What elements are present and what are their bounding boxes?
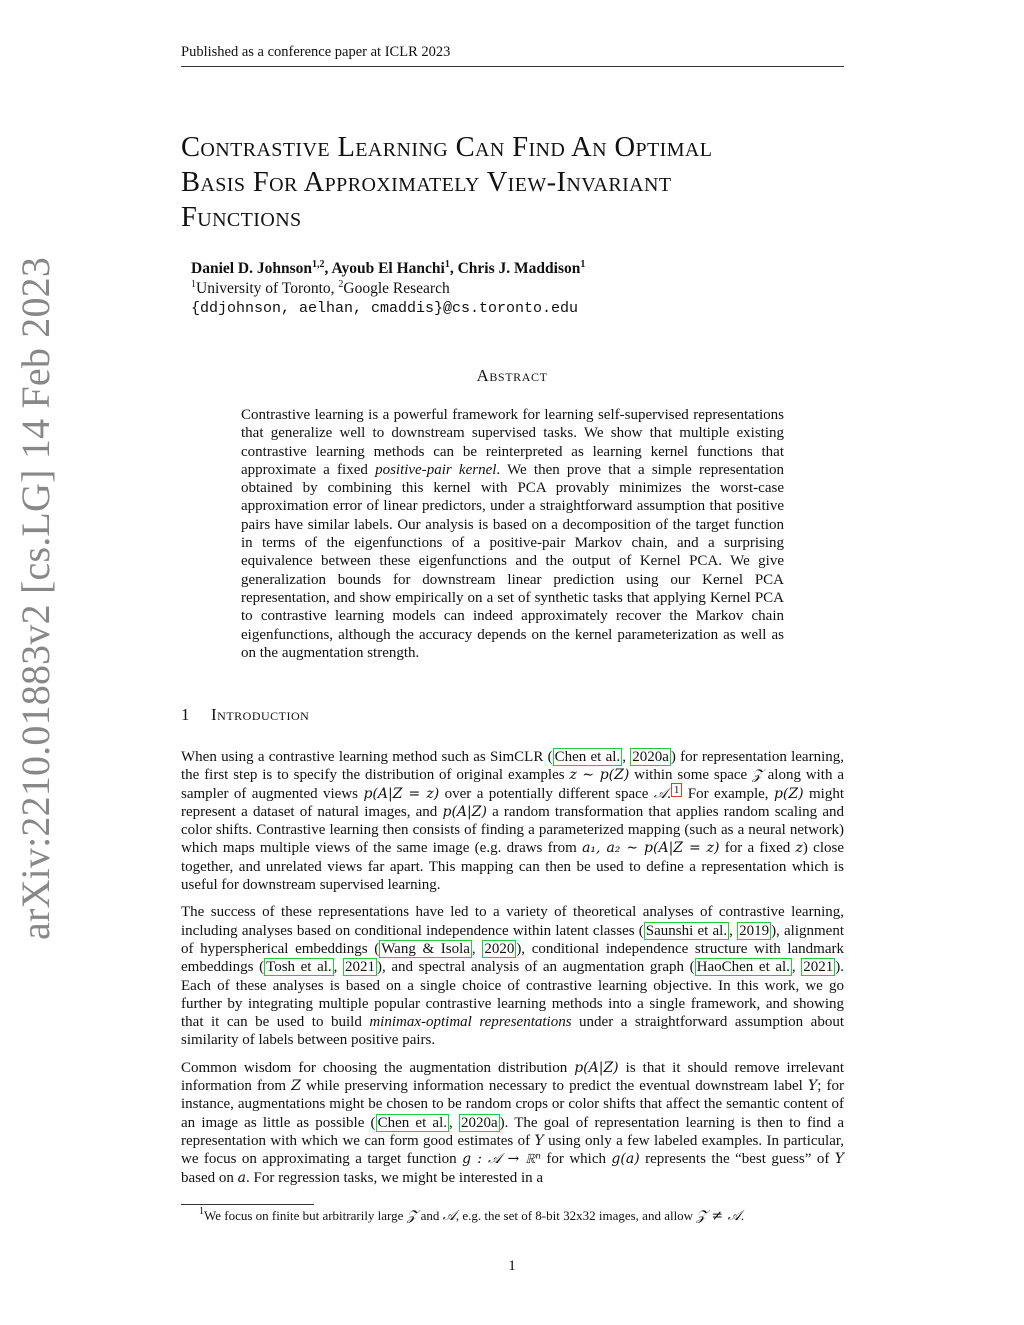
affiliations: $^1$University of Toronto, $^2$Google Research xyxy=(191,279,450,297)
paper-title xyxy=(181,130,844,235)
citation-link[interactable]: 2020 xyxy=(484,940,515,957)
author-names: Daniel D. Johnson$^{1,2}$, Ayoub El Hanchi$^1$, Chris J. Maddison$^1$ xyxy=(191,259,586,277)
citation-link[interactable]: Saunshi et al. xyxy=(645,922,728,939)
citation-link[interactable]: 2020a xyxy=(460,1114,498,1131)
footnote-divider xyxy=(181,1204,314,1205)
citation-link[interactable]: HaoChen et al. xyxy=(696,959,790,976)
page-number: 1 xyxy=(508,1258,516,1274)
citation-link[interactable]: Tosh et al. xyxy=(266,959,332,976)
citation-link[interactable]: Wang & Isola xyxy=(381,940,470,957)
paragraph: When using a contrastive learning method such as SimCLR ( Chen et al. , 2020a ) for representation learning, the first step is to specify the distribution of original examples z ∼ p(Z) within some space 𝒵 along with a sampler of augmented views p(A|Z = z) over a potentially different space 𝒜. $^1$ For example, p(Z) might represent a dataset of natural images, and p(A|Z) a random transformation that applies random scaling and color shifts. Contrastive learning then consists of finding a parameterized mapping (such as a neural network) which maps multiple views of the same image (e.g. draws from a₁, a₂ ∼ p(A|Z = z) for a fixed z) close together, and unrelated views far apart. This mapping can then be used to define a representation which is useful for downstream supervised learning. xyxy=(181,749,845,894)
running-header: Published as a conference paper at ICLR 2023 xyxy=(181,44,844,67)
title-line: Contrastive Learning Can Find An Optimal xyxy=(181,132,713,163)
author-name: Chris J. Maddison xyxy=(457,260,581,277)
title-line: Functions xyxy=(181,202,302,233)
citation-link[interactable]: 2021 xyxy=(803,959,834,976)
paragraph: The success of these representations have led to a variety of theoretical analyses of contrastive learning, including analyses based on conditional independence within latent classes ( Saunshi et al. , 2019 ), alignment of hyperspherical embeddings ( Wang & Isola , 2020 ), conditional independence structure with landmark embeddings ( Tosh et al. , 2021 ), and spectral analysis of an augmentation graph ( HaoChen et al. , 2021 ). Each of these analyses is based on a single choice of contrastive learning objective. In this work, we go further by integrating multiple popular contrastive learning methods into a single framework, and showing that it can be used to build minimax-optimal representations under a straightforward assumption about similarity of labels between positive pairs. xyxy=(181,904,845,1049)
author-name: Daniel D. Johnson xyxy=(191,260,313,277)
citation-link[interactable]: Chen et al. xyxy=(377,1114,447,1131)
author-emails[interactable]: {ddjohnson, aelhan, cmaddis}@cs.toronto.edu xyxy=(191,300,579,317)
citation-link[interactable]: 2019 xyxy=(739,922,770,939)
abstract-heading: Abstract xyxy=(476,366,548,385)
paragraph: Common wisdom for choosing the augmentation distribution p(A|Z) is that it should remove irrelevant information from Z while preserving information necessary to predict the eventual downstream label Y; for instance, augmentations might be chosen to be random crops or color shifts that affect the semantic content of an image as little as possible ( Chen et al. , 2020a ). The goal of representation learning is then to find a representation with which we can form good estimates of Y using only a few labeled examples. In particular, we focus on approximating a target function g : 𝒜 → ℝⁿ for which g(a) represents the “best guess” of Y based on a. For regression tasks, we might be interested in a xyxy=(181,1059,845,1186)
abstract-text: Contrastive learning is a powerful framework for learning self-supervised representations that generalize well to downstream supervised tasks. We show that multiple existing contrastive learning methods can be reinterpreted as learning kernel functions that approximate a fixed positive-pair kernel. We then prove that a simple representation obtained by combining this kernel with PCA provably minimizes the worst-case approximation error of linear predictors, under a straightforward assumption that positive pairs have similar labels. Our analysis is based on a decomposition of the target function in terms of the eigenfunctions of a positive-pair Markov chain, and a surprising equivalence between these eigenfunctions and the output of Kernel PCA. We give generalization bounds for downstream linear prediction using our Kernel PCA representation, and show empirically on a set of synthetic tasks that applying Kernel PCA to contrastive learning models can indeed approximately recover the Markov chain eigenfunctions, although the accuracy depends on the kernel parameterization as well as on the augmentation strength. xyxy=(241,407,784,661)
section-heading xyxy=(181,705,309,725)
arxiv-identifier[interactable]: arXiv:2210.01883v2 [cs.LG] 14 Feb 2023 xyxy=(13,256,58,940)
section-number: 1 xyxy=(181,705,190,724)
body-text xyxy=(181,748,844,1196)
footnote-link[interactable]: 1 xyxy=(671,783,683,797)
citation-link[interactable]: 2021 xyxy=(345,959,376,976)
citation-link[interactable]: Chen et al. xyxy=(554,749,621,765)
section-title: Introduction xyxy=(211,705,310,724)
citation-link[interactable]: 2020a xyxy=(632,749,669,765)
footnote: $^1$We focus on finite but arbitrarily large 𝒵 and 𝒜, e.g. the set of 8-bit 32x32 images, and allow 𝒵 ≠ 𝒜. xyxy=(199,1206,745,1224)
author-block xyxy=(191,259,585,319)
author-name: Ayoub El Hanchi xyxy=(331,260,445,277)
title-line: Basis For Approximately View-Invariant xyxy=(181,167,672,198)
